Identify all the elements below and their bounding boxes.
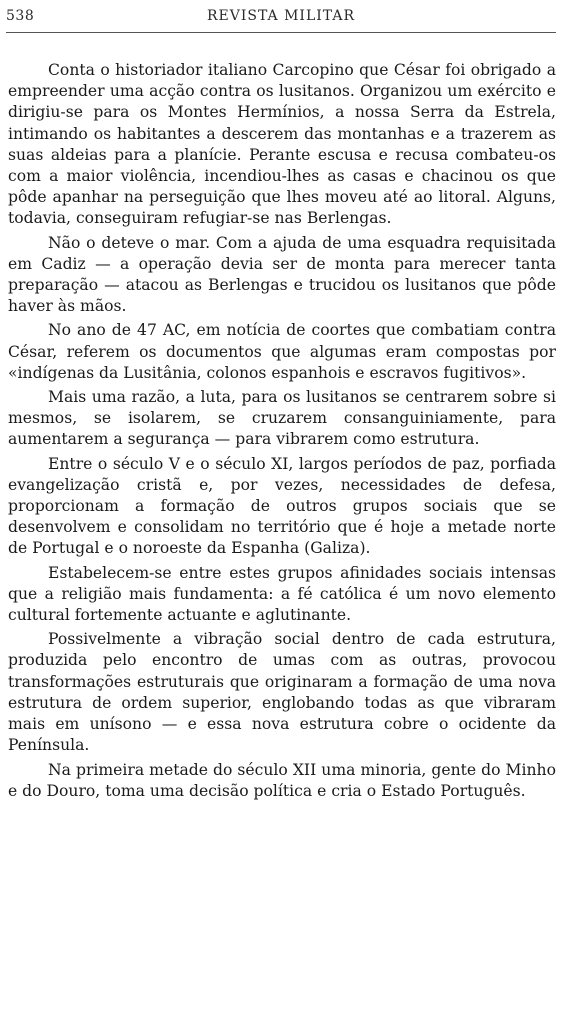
- running-head: [6, 8, 556, 28]
- paragraph-8: Na primeira metade do século XII uma minoria, gente do Minho e do Douro, toma uma decisão política e cria o Estado Português.: [8, 760, 556, 800]
- paragraph-7: Possivelmente a vibração social dentro de cada estrutura, produzida pelo encontro de umas com as outras, provocou transformações estruturais que originaram a formação de uma nova estrutura de ordem superior, englobando todas as que vibraram mais em unísono — e essa nova estrutura cobre o ocidente da Península.: [8, 630, 556, 755]
- paragraph-4: Mais uma razão, a luta, para os lusitanos se centrarem sobre si mesmos, se isolarem, se cruzarem consanguiniamente, para aumentarem a segurança — para vibrarem como estrutura.: [8, 388, 556, 449]
- page-number: 538: [6, 8, 35, 24]
- paragraph-2: Não o deteve o mar. Com a ajuda de uma esquadra requisitada em Cadiz — a operação devia ser de monta para merecer tanta preparação — atacou as Berlengas e trucidou os lusitanos que pôde haver às mãos.: [8, 233, 556, 316]
- journal-title: REVISTA MILITAR: [206, 8, 356, 24]
- paragraph-5: Entre o século V e o século XI, largos períodos de paz, porfiada evangelização cristã e, por vezes, necessidades de defesa, proporcionam a formação de outros grupos sociais que se desenvolvem e consolidam no território que é hoje a metade norte de Portugal e o noroeste da Espanha (Galiza).: [8, 454, 556, 558]
- paragraph-6: Estabelecem-se entre estes grupos afinidades sociais intensas que a religião mais fundamenta: a fé católica é um novo elemento cultural fortemente actuante e aglutinante.: [8, 563, 556, 625]
- article-body: [8, 60, 556, 805]
- paragraph-3: No ano de 47 AC, em notícia de coortes que combatiam contra César, referem os documentos que algumas eram compostas por «indígenas da Lusitânia, colonos espanhois e escravos fugitivos».: [8, 321, 556, 382]
- header-rule: [6, 32, 556, 33]
- paragraph-1: Conta o historiador italiano Carcopino que César foi obrigado a empreender uma acção contra os lusitanos. Organizou um exército e dirigiu-se para os Montes Hermínios, a nossa Serra da Estrela, intimando os habitantes a descerem das montanhas e a trazerem as suas aldeias para a planície. Perante escusa e recusa combateu-os com a maior violência, incendiou-lhes as casas e chacinou os que pôde apanhar na perseguição que lhes moveu até ao litoral. Alguns, todavia, conseguiram refugiar-se nas Berlengas.: [8, 61, 556, 228]
